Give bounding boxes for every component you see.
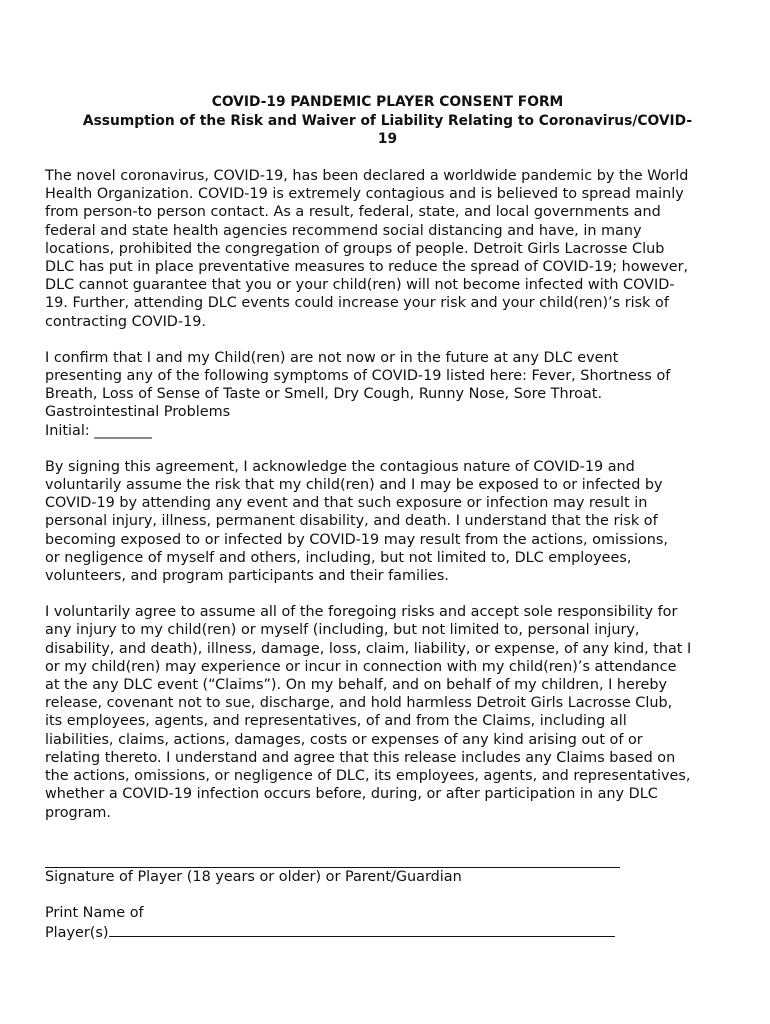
text-line: program.: [45, 804, 112, 821]
waiver-paragraph: [45, 603, 730, 821]
text-line: or negligence of myself and others, including, but not limited to, DLC employees,: [45, 549, 632, 566]
text-line: Gastrointestinal Problems: [45, 404, 231, 421]
text-line: volunteers, and program participants and their families.: [45, 568, 449, 585]
text-line: COVID-19 by attending any event and that such exposure or infection may result in: [45, 495, 648, 512]
text-line: presenting any of the following symptoms of COVID-19 listed here: Fever, Shortness of: [45, 368, 671, 385]
text-line: release, covenant not to sue, discharge, and hold harmless Detroit Girls Lacrosse Club,: [45, 695, 673, 712]
text-line: at the any DLC event (“Claims”). On my behalf, and on behalf of my children, I hereby: [45, 677, 668, 694]
text-line: from person-to person contact. As a result, federal, state, and local governments and: [45, 204, 661, 221]
text-line: relating thereto. I understand and agree that this release includes any Claims based on: [45, 749, 676, 766]
text-line: becoming exposed to or infected by COVID-19 may result from the actions, omissions,: [45, 531, 668, 548]
print-name-label-line-2: Player(s): [45, 925, 109, 942]
text-line: By signing this agreement, I acknowledge the contagious nature of COVID-19 and: [45, 458, 635, 475]
text-line: its employees, agents, and representatives, of and from the Claims, including all: [45, 713, 627, 730]
text-line: 19. Further, attending DLC events could increase your risk and your child(ren)’s risk of: [45, 295, 669, 312]
text-line: The novel coronavirus, COVID-19, has been declared a worldwide pandemic by the World: [45, 168, 689, 184]
text-line: DLC cannot guarantee that you or your child(ren) will not become infected with COVID-: [45, 277, 675, 294]
text-line: Breath, Loss of Sense of Taste or Smell, Dry Cough, Runny Nose, Sore Throat.: [45, 386, 603, 403]
text-line: DLC has put in place preventative measures to reduce the spread of COVID-19; however,: [45, 259, 689, 276]
pandemic-notice-paragraph: [45, 167, 730, 331]
signature-label: Signature of Player (18 years or older) or Parent/Guardian: [45, 869, 462, 885]
symptoms-confirmation-paragraph: [45, 349, 730, 440]
text-line: whether a COVID-19 infection occurs before, during, or after participation in any DLC: [45, 786, 658, 803]
text-line: Health Organization. COVID-19 is extremely contagious and is believed to spread mainly: [45, 186, 684, 203]
text-line: contracting COVID-19.: [45, 313, 206, 330]
print-name-row: [45, 904, 625, 942]
print-name-label-line-1: Print Name of: [45, 905, 144, 922]
text-line: or my child(ren) may experience or incur in connection with my child(ren)’s attendance: [45, 658, 677, 675]
text-line: I voluntarily agree to assume all of the foregoing risks and accept sole responsibility for: [45, 604, 678, 621]
text-line: any injury to my child(ren) or myself (including, but not limited to, personal injury,: [45, 622, 640, 639]
acknowledgement-paragraph: [45, 458, 730, 585]
signature-line[interactable]: [45, 850, 620, 868]
form-subtitle: [45, 112, 730, 148]
form-title: COVID-19 PANDEMIC PLAYER CONSENT FORM: [211, 94, 564, 110]
text-line: federal and state health agencies recommend social distancing and have, in many: [45, 222, 642, 239]
text-line: I confirm that I and my Child(ren) are not now or in the future at any DLC event: [45, 349, 619, 366]
text-line: voluntarily assume the risk that my child(ren) and I may be exposed to or infected by: [45, 477, 663, 494]
form-subtitle-line-1: Assumption of the Risk and Waiver of Liability Relating to Coronavirus/COVID-: [82, 113, 693, 129]
consent-form: [45, 93, 730, 822]
form-subtitle-line-2: 19: [377, 131, 398, 147]
text-line: locations, prohibited the congregation of groups of people. Detroit Girls Lacrosse Club: [45, 240, 665, 257]
text-line: personal injury, illness, permanent disability, and death. I understand that the risk of: [45, 513, 658, 530]
initial-field[interactable]: Initial: ________: [45, 422, 152, 439]
signature-block: [45, 850, 625, 943]
print-name-field[interactable]: [109, 922, 615, 937]
text-line: the actions, omissions, or negligence of DLC, its employees, agents, and representatives,: [45, 768, 691, 785]
text-line: disability, and death), illness, damage, loss, claim, liability, or expense, of any kind, that I: [45, 640, 692, 657]
text-line: liabilities, claims, actions, damages, costs or expenses of any kind arising out of or: [45, 731, 643, 748]
